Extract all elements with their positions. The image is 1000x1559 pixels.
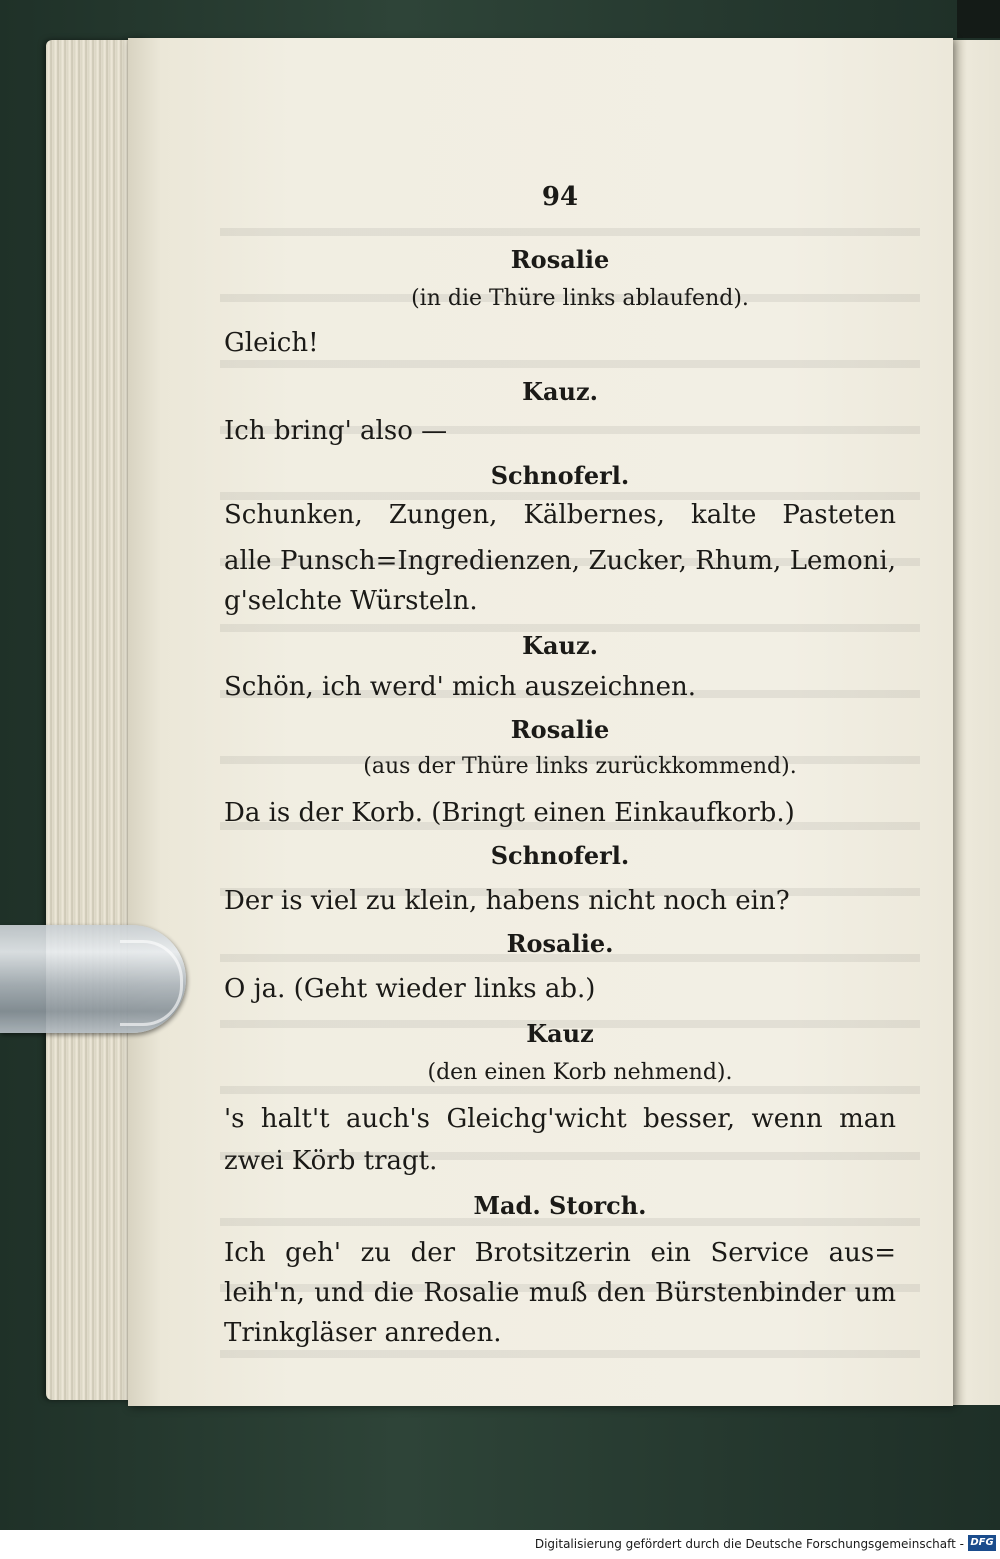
dialogue-line: Schunken, Zungen, Kälbernes, kalte Pasteten [224,500,896,530]
dialogue-line: 's halt't auch's Gleichg'wicht besser, wenn man [224,1104,896,1134]
dialogue-line: Schön, ich werd' mich auszeichnen. [224,672,697,702]
dialogue-line: Ich geh' zu der Brotsitzerin ein Service aus= [224,1238,896,1268]
footer-credit: Digitalisierung gefördert durch die Deutsche Forschungsgemeinschaft - [534,1537,964,1551]
dialogue-line: Da is der Korb. (Bringt einen Einkaufkorb.) [224,798,795,828]
dialogue-line: O ja. (Geht wieder links ab.) [224,974,596,1004]
speaker-name: Kauz. [522,377,598,406]
dialogue-line: Gleich! [224,328,319,358]
dialogue-line: Der is viel zu klein, habens nicht noch ein? [224,886,790,916]
speaker-name: Rosalie. [506,929,614,958]
dialogue-line: Trinkgläser anreden. [224,1318,502,1348]
speaker-name: Schnoferl. [490,461,630,490]
dialogue-line: g'selchte Würsteln. [224,586,478,616]
dialogue-line: alle Punsch=Ingredienzen, Zucker, Rhum, Lemoni, [224,546,896,576]
page-number: 94 [541,182,579,212]
speaker-name: Mad. Storch. [473,1191,647,1220]
dialogue-line: zwei Körb tragt. [224,1146,438,1176]
stage-direction: (aus der Thüre links zurückkommend). [363,754,797,779]
dialogue-line: Ich bring' also — [224,416,448,446]
speaker-name: Kauz. [522,631,598,660]
stage-direction: (den einen Korb nehmend). [427,1060,733,1085]
dialogue-line: leih'n, und die Rosalie muß den Bürstenbinder um [224,1278,896,1308]
speaker-name: Kauz [526,1019,594,1048]
dfg-logo: DFG [968,1535,996,1551]
stage-direction: (in die Thüre links ablaufend). [411,286,749,311]
speaker-name: Rosalie [510,715,610,744]
scan-corner [957,0,1000,38]
speaker-name: Rosalie [510,245,610,274]
speaker-name: Schnoferl. [490,841,630,870]
next-page-edge [953,40,1000,1405]
